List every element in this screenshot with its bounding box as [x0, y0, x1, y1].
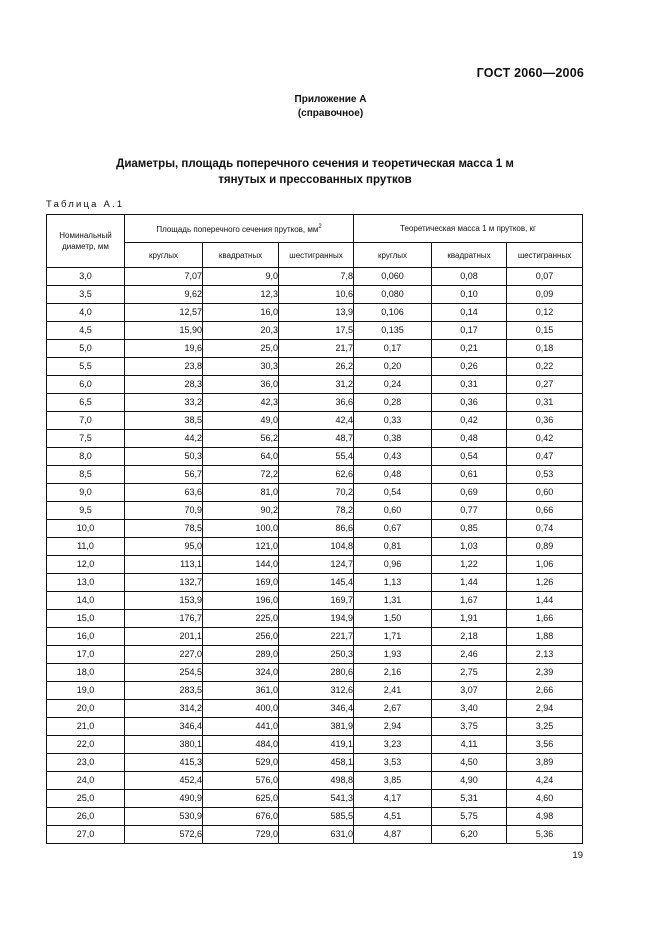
cell-area-round: 44,2 [125, 430, 203, 448]
cell-mass-square: 1,91 [432, 610, 507, 628]
cell-area-round: 15,90 [125, 322, 203, 340]
cell-area-hexagonal: 36,6 [279, 394, 354, 412]
cell-mass-square: 0,36 [432, 394, 507, 412]
cell-area-hexagonal: 55,4 [279, 448, 354, 466]
cell-mass-hexagonal: 2,13 [507, 646, 583, 664]
cell-area-hexagonal: 194,9 [279, 610, 354, 628]
cell-area-hexagonal: 312,6 [279, 682, 354, 700]
cell-area-round: 254,5 [125, 664, 203, 682]
cell-area-round: 19,6 [125, 340, 203, 358]
cell-area-square: 729,0 [203, 826, 279, 844]
cell-mass-hexagonal: 0,15 [507, 322, 583, 340]
cell-area-square: 36,0 [203, 376, 279, 394]
cell-area-square: 169,0 [203, 574, 279, 592]
cell-mass-square: 5,31 [432, 790, 507, 808]
cell-mass-hexagonal: 0,31 [507, 394, 583, 412]
cell-mass-hexagonal: 5,36 [507, 826, 583, 844]
cell-area-hexagonal: 169,7 [279, 592, 354, 610]
cell-diameter: 18,0 [47, 664, 125, 682]
table-row [47, 394, 583, 412]
cell-mass-hexagonal: 0,47 [507, 448, 583, 466]
cell-diameter: 17,0 [47, 646, 125, 664]
cell-mass-square: 6,20 [432, 826, 507, 844]
subheader-area-hexagonal: шестигранных [279, 243, 354, 268]
cell-mass-hexagonal: 0,66 [507, 502, 583, 520]
cell-mass-square: 0,17 [432, 322, 507, 340]
table-row [47, 358, 583, 376]
cell-mass-square: 0,26 [432, 358, 507, 376]
cell-mass-round: 3,53 [354, 754, 432, 772]
header-area-text: Площадь поперечного сечения прутков, мм [156, 225, 319, 234]
cell-mass-round: 2,41 [354, 682, 432, 700]
header-diameter: Номинальный диаметр, мм [47, 215, 125, 268]
cell-mass-round: 0,106 [354, 304, 432, 322]
cell-mass-round: 1,31 [354, 592, 432, 610]
cell-diameter: 5,0 [47, 340, 125, 358]
cell-mass-square: 0,42 [432, 412, 507, 430]
cell-mass-hexagonal: 2,94 [507, 700, 583, 718]
cell-mass-square: 0,21 [432, 340, 507, 358]
cell-diameter: 25,0 [47, 790, 125, 808]
cell-mass-round: 0,080 [354, 286, 432, 304]
cell-mass-round: 4,87 [354, 826, 432, 844]
cell-area-square: 42,3 [203, 394, 279, 412]
page-title-line-2: тянутых и прессованных прутков [218, 174, 412, 186]
cell-area-round: 78,5 [125, 520, 203, 538]
cell-mass-hexagonal: 1,44 [507, 592, 583, 610]
cell-mass-round: 0,54 [354, 484, 432, 502]
cell-mass-hexagonal: 3,89 [507, 754, 583, 772]
cell-area-hexagonal: 250,3 [279, 646, 354, 664]
table-row [47, 286, 583, 304]
cell-mass-round: 3,23 [354, 736, 432, 754]
cell-area-round: 530,9 [125, 808, 203, 826]
cell-area-round: 113,1 [125, 556, 203, 574]
cell-area-hexagonal: 13,9 [279, 304, 354, 322]
subheader-mass-round: круглых [354, 243, 432, 268]
cell-area-round: 28,3 [125, 376, 203, 394]
cell-mass-hexagonal: 0,12 [507, 304, 583, 322]
cell-area-square: 441,0 [203, 718, 279, 736]
cell-mass-round: 1,93 [354, 646, 432, 664]
cell-mass-hexagonal: 1,88 [507, 628, 583, 646]
cell-area-hexagonal: 70,2 [279, 484, 354, 502]
cell-area-round: 132,7 [125, 574, 203, 592]
cell-diameter: 9,0 [47, 484, 125, 502]
cell-diameter: 4,5 [47, 322, 125, 340]
cell-area-square: 64,0 [203, 448, 279, 466]
cell-area-square: 90,2 [203, 502, 279, 520]
table-body [47, 268, 583, 844]
table-row [47, 682, 583, 700]
table-row [47, 646, 583, 664]
cell-area-round: 490,9 [125, 790, 203, 808]
cell-area-square: 25,0 [203, 340, 279, 358]
cell-area-hexagonal: 124,7 [279, 556, 354, 574]
cell-diameter: 5,5 [47, 358, 125, 376]
cell-diameter: 7,0 [47, 412, 125, 430]
cell-mass-round: 0,67 [354, 520, 432, 538]
cell-mass-round: 0,28 [354, 394, 432, 412]
cell-area-square: 256,0 [203, 628, 279, 646]
cell-diameter: 3,5 [47, 286, 125, 304]
cell-mass-round: 0,96 [354, 556, 432, 574]
table-row [47, 700, 583, 718]
cell-area-hexagonal: 86,6 [279, 520, 354, 538]
cell-area-round: 415,3 [125, 754, 203, 772]
cell-area-round: 63,6 [125, 484, 203, 502]
table-row [47, 412, 583, 430]
subheader-mass-square: квадратных [432, 243, 507, 268]
cell-area-square: 196,0 [203, 592, 279, 610]
table-row [47, 574, 583, 592]
cell-mass-round: 4,51 [354, 808, 432, 826]
cell-diameter: 26,0 [47, 808, 125, 826]
cell-mass-hexagonal: 2,39 [507, 664, 583, 682]
cell-area-square: 49,0 [203, 412, 279, 430]
cell-mass-round: 0,38 [354, 430, 432, 448]
cell-mass-round: 2,94 [354, 718, 432, 736]
cell-area-hexagonal: 498,8 [279, 772, 354, 790]
cell-diameter: 3,0 [47, 268, 125, 286]
cell-area-round: 9,62 [125, 286, 203, 304]
cell-mass-hexagonal: 1,66 [507, 610, 583, 628]
cell-mass-square: 2,18 [432, 628, 507, 646]
cell-area-round: 283,5 [125, 682, 203, 700]
page-title [0, 156, 630, 188]
table-row [47, 538, 583, 556]
cell-mass-hexagonal: 1,26 [507, 574, 583, 592]
cell-area-square: 16,0 [203, 304, 279, 322]
cell-mass-round: 4,17 [354, 790, 432, 808]
page-title-line-1: Диаметры, площадь поперечного сечения и теоретическая масса 1 м [116, 158, 514, 170]
cell-mass-hexagonal: 3,56 [507, 736, 583, 754]
cell-area-round: 12,57 [125, 304, 203, 322]
cell-area-square: 324,0 [203, 664, 279, 682]
cell-mass-square: 4,11 [432, 736, 507, 754]
table-row [47, 520, 583, 538]
table-row [47, 304, 583, 322]
table-row [47, 430, 583, 448]
cell-area-square: 100,0 [203, 520, 279, 538]
cell-area-square: 9,0 [203, 268, 279, 286]
cell-mass-round: 0,20 [354, 358, 432, 376]
cell-diameter: 23,0 [47, 754, 125, 772]
cell-mass-square: 1,67 [432, 592, 507, 610]
cell-diameter: 10,0 [47, 520, 125, 538]
cell-diameter: 8,0 [47, 448, 125, 466]
cell-mass-square: 2,75 [432, 664, 507, 682]
cell-area-hexagonal: 280,6 [279, 664, 354, 682]
cell-area-hexagonal: 458,1 [279, 754, 354, 772]
header-area-group [125, 215, 354, 243]
cell-area-hexagonal: 31,2 [279, 376, 354, 394]
cell-area-square: 81,0 [203, 484, 279, 502]
table-row [47, 322, 583, 340]
cell-area-hexagonal: 17,5 [279, 322, 354, 340]
cell-mass-square: 4,50 [432, 754, 507, 772]
cell-mass-hexagonal: 4,98 [507, 808, 583, 826]
cell-mass-round: 0,135 [354, 322, 432, 340]
cell-area-round: 33,2 [125, 394, 203, 412]
cell-area-round: 314,2 [125, 700, 203, 718]
cell-area-hexagonal: 10,6 [279, 286, 354, 304]
cell-area-square: 676,0 [203, 808, 279, 826]
cell-mass-hexagonal: 4,24 [507, 772, 583, 790]
cell-area-round: 452,4 [125, 772, 203, 790]
cell-mass-hexagonal: 0,27 [507, 376, 583, 394]
table-row [47, 664, 583, 682]
table-row [47, 340, 583, 358]
cell-mass-hexagonal: 0,74 [507, 520, 583, 538]
cell-diameter: 16,0 [47, 628, 125, 646]
cell-mass-hexagonal: 1,06 [507, 556, 583, 574]
cell-diameter: 14,0 [47, 592, 125, 610]
table-row [47, 502, 583, 520]
cell-area-square: 30,3 [203, 358, 279, 376]
cell-mass-hexagonal: 0,89 [507, 538, 583, 556]
cell-diameter: 22,0 [47, 736, 125, 754]
cell-mass-square: 1,22 [432, 556, 507, 574]
cell-mass-hexagonal: 0,22 [507, 358, 583, 376]
cell-area-round: 201,1 [125, 628, 203, 646]
cell-area-square: 625,0 [203, 790, 279, 808]
cell-area-hexagonal: 419,1 [279, 736, 354, 754]
cell-area-hexagonal: 381,9 [279, 718, 354, 736]
cell-area-round: 56,7 [125, 466, 203, 484]
cell-area-round: 70,9 [125, 502, 203, 520]
cell-area-square: 121,0 [203, 538, 279, 556]
cell-mass-hexagonal: 0,18 [507, 340, 583, 358]
cell-mass-hexagonal: 0,07 [507, 268, 583, 286]
cell-mass-hexagonal: 2,66 [507, 682, 583, 700]
table-row [47, 448, 583, 466]
table-row [47, 754, 583, 772]
cell-diameter: 4,0 [47, 304, 125, 322]
cell-area-hexagonal: 104,8 [279, 538, 354, 556]
cell-mass-square: 4,90 [432, 772, 507, 790]
cell-mass-square: 0,61 [432, 466, 507, 484]
table-row [47, 610, 583, 628]
cell-area-square: 361,0 [203, 682, 279, 700]
cell-diameter: 9,5 [47, 502, 125, 520]
table-row [47, 790, 583, 808]
appendix-title: Приложение А [294, 94, 367, 105]
table-row [47, 736, 583, 754]
cell-area-round: 38,5 [125, 412, 203, 430]
subheader-mass-hexagonal: шестигранных [507, 243, 583, 268]
cell-area-square: 144,0 [203, 556, 279, 574]
cell-area-round: 7,07 [125, 268, 203, 286]
cell-mass-square: 3,75 [432, 718, 507, 736]
cell-mass-round: 0,24 [354, 376, 432, 394]
cell-area-round: 176,7 [125, 610, 203, 628]
table-row [47, 826, 583, 844]
appendix-heading [0, 93, 661, 121]
cell-diameter: 19,0 [47, 682, 125, 700]
cell-area-round: 95,0 [125, 538, 203, 556]
cell-mass-round: 2,67 [354, 700, 432, 718]
table-row [47, 772, 583, 790]
cell-mass-square: 3,40 [432, 700, 507, 718]
cell-area-square: 72,2 [203, 466, 279, 484]
cell-area-round: 380,1 [125, 736, 203, 754]
cell-area-round: 50,3 [125, 448, 203, 466]
cell-mass-hexagonal: 3,25 [507, 718, 583, 736]
cell-area-hexagonal: 21,7 [279, 340, 354, 358]
cell-mass-square: 0,69 [432, 484, 507, 502]
table-row [47, 556, 583, 574]
cell-diameter: 21,0 [47, 718, 125, 736]
table-row [47, 718, 583, 736]
cell-area-square: 484,0 [203, 736, 279, 754]
cell-mass-round: 1,50 [354, 610, 432, 628]
subheader-area-square: квадратных [203, 243, 279, 268]
header-mass-group: Теоретическая масса 1 м прутков, кг [354, 215, 583, 243]
cell-mass-round: 0,43 [354, 448, 432, 466]
cell-mass-hexagonal: 4,60 [507, 790, 583, 808]
cell-mass-square: 0,54 [432, 448, 507, 466]
cell-mass-square: 0,10 [432, 286, 507, 304]
cell-diameter: 12,0 [47, 556, 125, 574]
cell-area-hexagonal: 7,8 [279, 268, 354, 286]
cell-mass-round: 3,85 [354, 772, 432, 790]
table-row [47, 592, 583, 610]
cell-mass-round: 0,17 [354, 340, 432, 358]
cell-area-square: 529,0 [203, 754, 279, 772]
cell-area-hexagonal: 346,4 [279, 700, 354, 718]
table-row [47, 628, 583, 646]
cell-mass-square: 1,44 [432, 574, 507, 592]
cell-area-square: 56,2 [203, 430, 279, 448]
cell-mass-hexagonal: 0,36 [507, 412, 583, 430]
cell-area-square: 225,0 [203, 610, 279, 628]
cell-mass-round: 2,16 [354, 664, 432, 682]
cell-area-hexagonal: 62,6 [279, 466, 354, 484]
appendix-subtitle: (справочное) [297, 108, 364, 119]
cell-area-square: 12,3 [203, 286, 279, 304]
cell-diameter: 6,0 [47, 376, 125, 394]
cell-area-hexagonal: 221,7 [279, 628, 354, 646]
cell-area-square: 289,0 [203, 646, 279, 664]
cell-area-round: 346,4 [125, 718, 203, 736]
cell-diameter: 13,0 [47, 574, 125, 592]
cell-diameter: 7,5 [47, 430, 125, 448]
cell-mass-square: 5,75 [432, 808, 507, 826]
cell-mass-square: 1,03 [432, 538, 507, 556]
cell-mass-square: 0,08 [432, 268, 507, 286]
cell-mass-hexagonal: 0,53 [507, 466, 583, 484]
table-row [47, 268, 583, 286]
cell-area-square: 576,0 [203, 772, 279, 790]
cell-area-hexagonal: 42,4 [279, 412, 354, 430]
cell-area-hexagonal: 541,3 [279, 790, 354, 808]
cell-mass-hexagonal: 0,09 [507, 286, 583, 304]
cell-mass-hexagonal: 0,42 [507, 430, 583, 448]
cell-mass-square: 0,14 [432, 304, 507, 322]
header-area-superscript: 2 [318, 224, 322, 230]
cell-mass-round: 1,13 [354, 574, 432, 592]
cell-area-round: 572,6 [125, 826, 203, 844]
cell-area-round: 153,9 [125, 592, 203, 610]
cell-mass-round: 0,60 [354, 502, 432, 520]
cell-diameter: 11,0 [47, 538, 125, 556]
cell-mass-hexagonal: 0,60 [507, 484, 583, 502]
cell-area-round: 227,0 [125, 646, 203, 664]
cell-diameter: 27,0 [47, 826, 125, 844]
cell-diameter: 20,0 [47, 700, 125, 718]
cell-diameter: 15,0 [47, 610, 125, 628]
cell-mass-square: 0,77 [432, 502, 507, 520]
cell-area-hexagonal: 78,2 [279, 502, 354, 520]
cell-mass-square: 0,31 [432, 376, 507, 394]
cell-area-square: 20,3 [203, 322, 279, 340]
cell-mass-square: 0,85 [432, 520, 507, 538]
subheader-area-round: круглых [125, 243, 203, 268]
cell-mass-round: 1,71 [354, 628, 432, 646]
table-row [47, 484, 583, 502]
cell-diameter: 24,0 [47, 772, 125, 790]
table-label: Таблица А.1 [46, 199, 125, 210]
cell-mass-round: 0,81 [354, 538, 432, 556]
cell-area-square: 400,0 [203, 700, 279, 718]
cell-area-hexagonal: 26,2 [279, 358, 354, 376]
cell-area-round: 23,8 [125, 358, 203, 376]
table-row [47, 808, 583, 826]
cell-diameter: 8,5 [47, 466, 125, 484]
cell-area-hexagonal: 48,7 [279, 430, 354, 448]
cell-area-hexagonal: 585,5 [279, 808, 354, 826]
page-number: 19 [572, 850, 583, 861]
cell-mass-square: 3,07 [432, 682, 507, 700]
table-row [47, 466, 583, 484]
cell-diameter: 6,5 [47, 394, 125, 412]
cell-mass-round: 0,33 [354, 412, 432, 430]
cell-mass-square: 0,48 [432, 430, 507, 448]
document-code: ГОСТ 2060—2006 [476, 66, 584, 80]
cell-area-hexagonal: 631,0 [279, 826, 354, 844]
table-row [47, 376, 583, 394]
cell-mass-round: 0,48 [354, 466, 432, 484]
cell-area-hexagonal: 145,4 [279, 574, 354, 592]
cell-mass-round: 0,060 [354, 268, 432, 286]
cell-mass-square: 2,46 [432, 646, 507, 664]
data-table [46, 214, 583, 844]
